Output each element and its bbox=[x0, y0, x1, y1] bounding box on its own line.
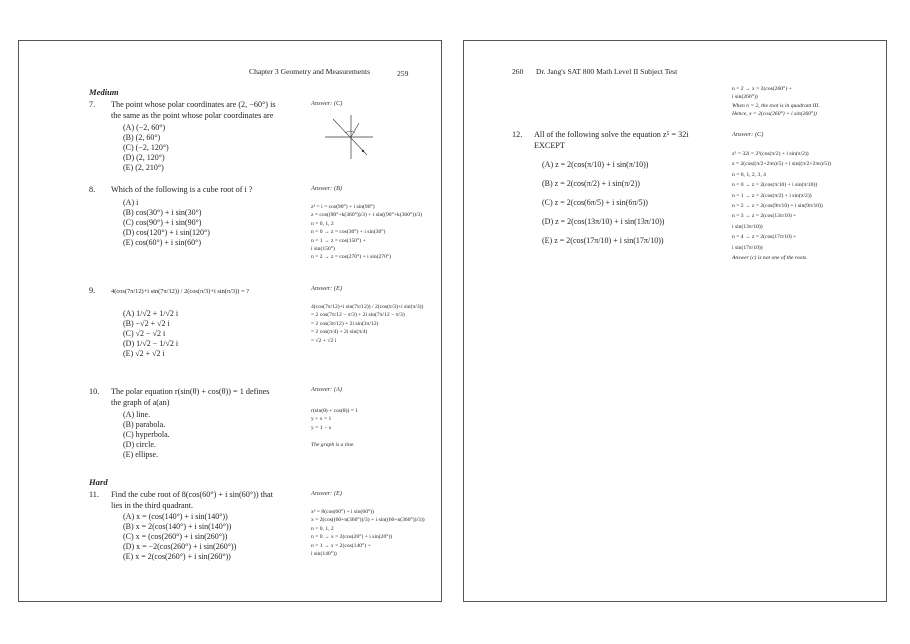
page-number: 260 bbox=[512, 67, 524, 76]
question-12: 12. All of the following solve the equation z⁵ = 32i EXCEPT bbox=[512, 130, 689, 150]
option: (A) i bbox=[123, 198, 139, 207]
question-11: 11. Find the cube root of 8(cos(60°) + i sin(60°)) that lies in the third quadrant. bbox=[89, 490, 273, 510]
continued-solution: n = 2 → x = 2(cos(260°) + i sin(260°)) When n = 2, the root is in quadrant III. Hence, x = 2(cos(260°) + i sin(260°)) bbox=[732, 86, 820, 118]
solution-9: 4(cos(7π/12)+i sin(7π/12)) / 2(cos(π/3)+i sin(π/3)) = 2 cos(7π/12 − π/3) + 2i sin(7π/12 − π/3) = 2 cos(3π/12) + 2i sin(3π/12) = 2 cos(π/4) + 2i sin(π/4) = √2 + √2 i bbox=[311, 304, 424, 344]
option: (D) x = −2(cos(260°) + i sin(260°)) bbox=[123, 542, 237, 551]
solution-10: r(sin(θ) + cos(θ)) = 1 y + x = 1 y = 1 − x The graph is a line. bbox=[311, 408, 359, 448]
solution-12: z⁵ = 32i = 2⁵(cos(π/2) + i sin(π/2)) z = 2(cos((π/2+2πn)/5) + i sin((π/2+2πn)/5)) n = 0, 1, 2, 3, 4 n = 0 → z = 2(cos(π/10) + i sin(π/10)) n = 1 → z = 2(cos(π/2) + i sin(π/2)) n = 2 → z = 2(cos(9π/10) + i sin(9π/10)) n = 3 → z = 2(cos(13π/10) + i sin(13π/10)) n = 4 → z = 2(cos(17π/10) + i sin(17π/10)) Answer (c) is not one of the roots. bbox=[732, 151, 831, 262]
option: (B) −√2 + √2 i bbox=[123, 319, 170, 328]
question-9: 9. 4(cos(7π/12)+i sin(7π/12)) / 2(cos(π/3)+i sin(π/3)) = ? bbox=[89, 286, 250, 295]
question-8: 8. Which of the following is a cube root of i ? bbox=[89, 185, 253, 194]
answer-9: Answer: (E) bbox=[311, 285, 343, 292]
question-11-options bbox=[123, 512, 236, 562]
option: (B) (2, 60°) bbox=[123, 133, 161, 142]
option: (C) hyperbola. bbox=[123, 430, 170, 439]
section-hard: Hard bbox=[89, 477, 108, 487]
option: (D) circle. bbox=[123, 440, 156, 449]
solution-11: x³ = 8(cos(60°) + i sin(60°)) x = 2(cos((60+n(360°))/3) + i sin((60+n(360°))/3)) n = 0, 1, 2 n = 0 → x = 2(cos(20°) + i sin(20°)) n = 1 → x = 2(cos(140°) + i sin(140°)) bbox=[311, 509, 425, 558]
option: (E) √2 + √2 i bbox=[123, 349, 165, 358]
option: (C) z = 2(cos(6π/5) + i sin(6π/5)) bbox=[542, 198, 648, 207]
option: (E) z = 2(cos(17π/10) + i sin(17π/10)) bbox=[542, 236, 664, 245]
section-medium: Medium bbox=[89, 87, 119, 97]
option: (C) (−2, 120°) bbox=[123, 143, 169, 152]
option: (B) parabola. bbox=[123, 420, 166, 429]
answer-7: Answer: (C) bbox=[311, 100, 343, 107]
question-12-options bbox=[542, 155, 664, 250]
option: (D) 1/√2 − 1/√2 i bbox=[123, 339, 179, 348]
question-10: 10. The polar equation r(sin(θ) + cos(θ)) = 1 defines the graph of a(an) bbox=[89, 387, 270, 407]
option: (E) (2, 210°) bbox=[123, 163, 164, 172]
question-9-options bbox=[123, 309, 178, 359]
option: (D) cos(120°) + i sin(120°) bbox=[123, 228, 210, 237]
right-page bbox=[463, 40, 887, 602]
option: (D) (2, 120°) bbox=[123, 153, 165, 162]
option: (E) ellipse. bbox=[123, 450, 159, 459]
option: (E) x = 2(cos(260°) + i sin(260°)) bbox=[123, 552, 231, 561]
option: (D) z = 2(cos(13π/10) + i sin(13π/10)) bbox=[542, 217, 665, 226]
answer-12: Answer: (C) bbox=[732, 131, 764, 138]
option: (B) z = 2(cos(π/2) + i sin(π/2)) bbox=[542, 179, 640, 188]
question-7-options bbox=[123, 123, 169, 173]
option: (A) line. bbox=[123, 410, 151, 419]
page-header: Chapter 3 Geometry and Measurements bbox=[249, 67, 371, 76]
question-8-options bbox=[123, 198, 210, 248]
answer-10: Answer: (A) bbox=[311, 386, 343, 393]
option: (A) (−2, 60°) bbox=[123, 123, 166, 132]
option: (C) x = (cos(260°) + i sin(260°)) bbox=[123, 532, 228, 541]
option: (B) cos(30°) + i sin(30°) bbox=[123, 208, 202, 217]
option: (A) 1/√2 + 1/√2 i bbox=[123, 309, 179, 318]
option: (A) z = 2(cos(π/10) + i sin(π/10)) bbox=[542, 160, 649, 169]
question-7: 7. The point whose polar coordinates are (2, −60°) is the same as the point whose polar coordinates are bbox=[89, 100, 276, 120]
left-page bbox=[18, 40, 442, 602]
question-10-options bbox=[123, 410, 170, 460]
option: (C) √2 − √2 i bbox=[123, 329, 166, 338]
answer-8: Answer: (B) bbox=[311, 185, 343, 192]
option: (B) x = 2(cos(140°) + i sin(140°)) bbox=[123, 522, 232, 531]
polar-diagram bbox=[311, 111, 383, 163]
answer-11: Answer: (E) bbox=[311, 490, 343, 497]
option: (E) cos(60°) + i sin(60°) bbox=[123, 238, 202, 247]
option: (C) cos(90°) + i sin(90°) bbox=[123, 218, 202, 227]
option: (A) x = (cos(140°) + i sin(140°)) bbox=[123, 512, 228, 521]
page-number: 259 bbox=[397, 69, 409, 78]
page-header: Dr. Jang's SAT 800 Math Level II Subject Test bbox=[536, 67, 678, 76]
solution-8: z³ = i = cos(90°) + i sin(90°) z = cos((90°+k(360°))/3) + i sin((90°+k(360°))/3) n = 0, 1, 2 n = 0 → z = cos(30°) + i sin(30°) n = 1 → z = cos(150°) + i sin(150°) n = 2 → z = cos(270°) + i sin(270°) bbox=[311, 204, 423, 261]
